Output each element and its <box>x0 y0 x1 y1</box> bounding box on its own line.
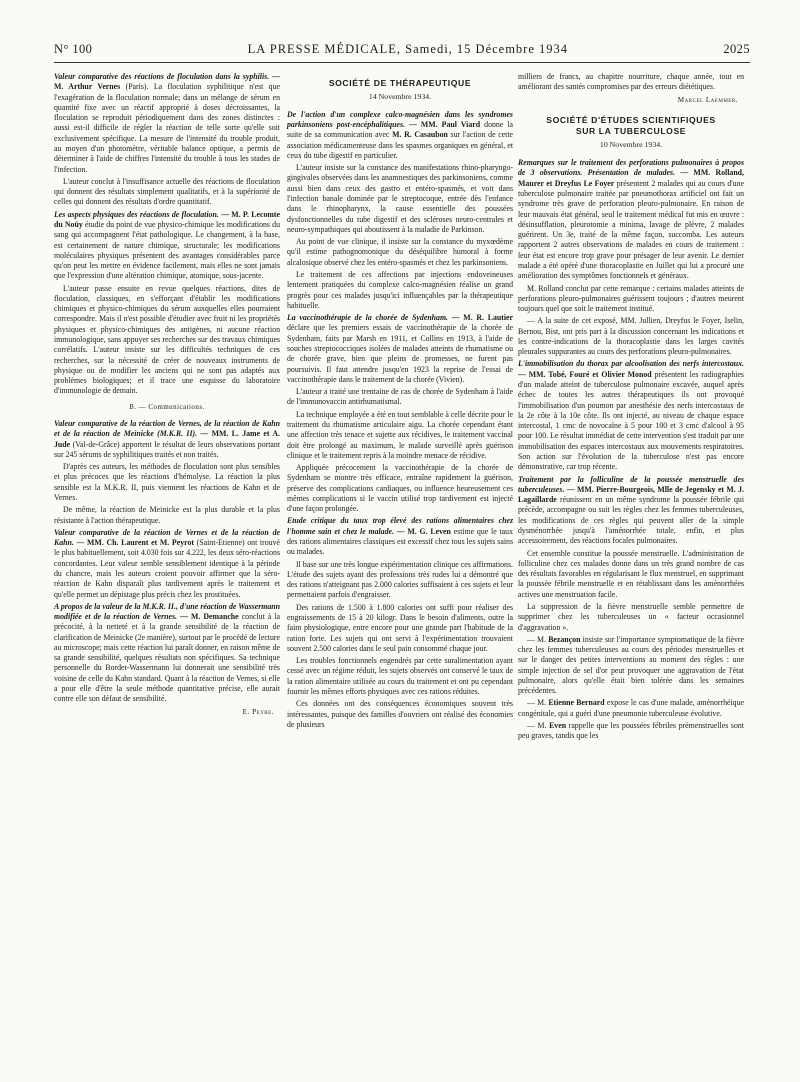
paragraph: L'auteur insiste sur la constance des manifestations rhino-pharyngo-gingivales observées dans les anamnestiques des parkinsoniens, comme aussi bien dans ceux des gastro et entéro-spasmés, et voit dans l'infection banale dominée par le streptocoque, entrée dès l'enfance dans le rhinopharynx, la cause essentielle des poussées dysfonctionnelles du tube digestif et des scléroses neuro-centrales et neuro-sympathiques qui aboutissent à la maladie de Parkinson. <box>287 163 513 234</box>
paragraph-bezancon <box>518 635 744 697</box>
article-mkr-wassermann <box>54 602 280 705</box>
article-title: Traitement par la folliculine de la poussée menstruelle des tuberculeuses. <box>518 474 744 494</box>
article-author: — M. R. Lautier <box>451 313 513 323</box>
column-right <box>518 72 744 744</box>
article-title: A propos de la valeur de la M.K.R. II., d'une réaction de Wassermann modifiée et de la réaction de Vernes. <box>54 601 280 622</box>
article-title: De l'action d'un complexe calco-magnésien dans les syndromes parkinsoniens post-encéphalitiques. <box>287 109 513 130</box>
article-title: Valeur comparative de la réaction de Vernes, de la réaction de Kahn et de la réaction de Meinicke (M.K.R. II). <box>54 419 280 439</box>
paragraph: L'auteur passe ensuite en revue quelques réactions, dites de floculation, classiques, en s'efforçant d'établir les modifications chimiques et physico-chimiques du sérum auxquelles elles pourraient correspondre. Mais il n'est possible d'étudier avec fruit ni les propriétés physiques et physico-chimiques des antigènes, ni aucune réaction immunologique, sans appuyer ses recherches sur des travaux chimiques corrélatifs. L'auteur insiste sur les difficultés techniques de ces recherches, sur la nécessité de créer de nouveaux instruments de physique ou de modifier les anciens qui ne sont pas adaptés aux problèmes biologiques; et il trace une esquisse du laboratoire d'immunologie de demain. <box>54 283 280 396</box>
speaker-name: Even <box>549 721 567 731</box>
article-author: — M. Arthur Vernes <box>54 72 280 92</box>
section-date: 14 Novembre 1934. <box>368 91 432 101</box>
article-text: étudie du point de vue physico-chimique les modifications du sang qui accompagnent l'état pathologique. Le changement, à la base, est certainement de nature chimique, structurale; les modifications moléculaires physiques présentent des avantages considérables parce qu'on peut les mettre en évidence facilement, mais elles ne sont jamais que l'expression d'une altération chimique, atomique, sous-jacente. <box>54 219 280 281</box>
section-title-line1: SOCIÉTÉ D'ÉTUDES SCIENTIFIQUES <box>546 114 716 125</box>
paragraph: La technique employée a été en tout semblable à celle décrite pour le traitement du rhumatisme articulaire aigu. La chorée cependant étant une affection très tenace et sujette aux récidives, le traitement vaccinal doit être prolongé au maximum, le malade surveillé après guérison clinique et le traitement repris à la moindre menace de récidive. <box>287 409 513 460</box>
article-text: estime que le taux des rations alimentaires classiques est excessif chez tous les sujets sains ou malades. <box>287 526 513 557</box>
article-title: La vaccinothérapie de la chorée de Sydenham. <box>287 313 449 323</box>
signature: E. Peyre. <box>242 707 274 716</box>
paragraph-continued: milliers de francs, au chapitre nourriture, chaque année, tout en améliorant des santés compromises par des erreurs diététiques. <box>518 72 744 92</box>
paragraph-text: expose le cas d'une malade, aménorrhéique congénitale, qui a guéri d'une pneumonie tuberculeuse évolutive. <box>518 698 744 718</box>
speaker-name: Etienne Bernard <box>548 698 605 708</box>
article-title: L'immobilisation du thorax par alcoolisation des nerfs intercostaux. <box>518 359 744 369</box>
dash-prefix: — M. <box>527 721 547 731</box>
article-text: conclut à la précocité, à la netteté et à la grande sensibilité de la réaction de clarification de Meinicke (2e manière), surtout par le procédé de lecture au microscope; mais cette réaction lui paraît donner, en raison même de sa grande sensibilité, quelques résultats non spécifiques. Sa technique personnelle du Bordet-Wassermann lui donnerait une sensibilité très voisine de celle du Kahn standard. Quant à la réaction de Vernes, si elle a pour elle d'être la seule méthode quantitative précise, elle aurait contre elle son défaut de sensibilité. <box>54 612 280 704</box>
article-calco-magnesien <box>287 110 513 161</box>
column-left <box>54 72 280 721</box>
section-title-line2: SUR LA TUBERCULOSE <box>575 126 687 137</box>
speaker-name: Bezançon <box>548 634 581 644</box>
paragraph-even <box>518 721 744 742</box>
paragraph: L'auteur a traité une trentaine de cas de chorée de Sydenham à l'aide de l'immunovaccin antirhumatismal. <box>287 387 513 407</box>
article-aspects-physiques <box>54 210 280 282</box>
article-author: — MM. L. Jame et A. Jude <box>54 429 280 449</box>
article-text: (Saint-Etienne) ont trouvé le plus habituellement, soit 4.030 fois sur 4.222, les deux séro-réactions concordantes. Leur valeur semble sensiblement identique à la période du chancre, mais les auteurs croient pouvoir affirmer que la séro-réaction de Kahn disparaît plus tardivement après le traitement et qu'elle permet un dépistage plus précis chez les prostituées. <box>54 538 280 599</box>
header-rule <box>54 62 750 63</box>
article-text: sur l'action de cette association médicamenteuse dans les spasmes organiques en général, et ceux du tube digestif en particulier. <box>287 130 513 160</box>
article-author: — MM. Rolland, Maurer et Dreyfus Le Foyer <box>518 168 744 188</box>
article-author: — M. P. Lecomte du Noüy <box>54 209 280 229</box>
article-title: Valeur comparative des réactions de floculation dans la syphilis. <box>54 72 270 81</box>
article-title: Les aspects physiques des réactions de floculation. <box>54 209 219 219</box>
page-header <box>54 42 750 57</box>
paragraph: Au point de vue clinique, il insiste sur la constance du myxœdème qu'il estime pathognomonique du déséquilibre humoral à forme alcalosique observé chez les entéro-spasmés et chez les parkinsoniens. <box>287 237 513 267</box>
article-folliculine <box>518 475 744 547</box>
paragraph: De même, la réaction de Meinicke est la plus durable et la plus résistante à l'action thérapeutique. <box>54 505 280 525</box>
page-number: 2025 <box>723 42 750 56</box>
article-author: — M. Demanche <box>180 612 239 622</box>
paragraph: D'après ces auteurs, les méthodes de floculation sont plus sensibles et plus précoces que les réactions d'hémolyse. La réaction la plus sensible est la M.K.R. II, puis viennent les réactions de Kahn et de Vernes. <box>54 462 280 502</box>
article-author: — MM. Tobé, Fouré et Olivier Monod <box>518 369 652 379</box>
article-author: — M. G. Leven <box>396 526 451 536</box>
section-title <box>518 115 744 138</box>
article-text: présentent les radiographies d'un malade atteint de tuberculose pulmonaire excavée, auquel après échec de toutes les autres thérapeutiques ils ont provoqué l'immobilisation d'un poumon par anesthésie des nerfs intercostaux de la 2e côte à la 10e côte. Ils ont injecté, au niveau de chaque espace intercostal, 1 cmc de novocaïne à 5 pour 100 et 3 cmc d'alcool à 95 pour 100. Le résultat immédiat de cette intervention s'est traduit par une immobilisation des espaces intercostaux aux mouvements respiratoires. Son action sur l'évolution de la tuberculose n'est pas encore démonstrative, car trop récente. <box>518 369 744 472</box>
article-vaccinotherapie <box>287 313 513 385</box>
article-vernes-kahn <box>54 528 280 600</box>
article-coauthor: M. R. Casaubon <box>392 130 448 140</box>
article-perforations <box>518 158 744 281</box>
article-immobilisation-thorax <box>518 359 744 472</box>
article-text: déclare que les premiers essais de vaccinothérapie de la chorée de Sydenham, faits par Marsh en 1911, et Collins en 1913, à l'aide de souches streptococciques isolées de malades atteints de rhumatisme ou de chorée grave, bien que pleins de promesses, ne furent pas poursuivis. Il faut attendre jusqu'en 1923 la reprise de l'essai de vaccinothérapie dans le traitement de la chorée (Vivien). <box>287 323 513 384</box>
paragraph: Le traitement de ces affections par injections endoveineuses lentement pratiquées du complexe calco-magnésien réalise un grand progrès pour ces malades jusqu'ici influençables par la thérapeutique habituelle. <box>287 270 513 310</box>
article-author: — MM. Ch. Laurent et M. Peyrot <box>76 538 194 548</box>
article-text: donne la suite de sa communication avec <box>287 120 514 140</box>
column-middle <box>287 68 513 732</box>
signature: Marcel Laemmer. <box>677 95 738 104</box>
article-title: Etude critique du taux trop élevé des rations alimentaires chez l'homme sain et chez le malade. <box>287 516 513 536</box>
paragraph: M. Rolland conclut par cette remarque : certains malades atteints de perforations pleuro-pulmonaires guérissent toujours ; d'autres meurent toujours quel que soit le traitement institué. <box>518 283 744 314</box>
paragraph: Cet ensemble constitue la poussée menstruelle. L'administration de folliculine chez ces malades donne dans un très grand nombre de cas des résultats favorables en régularisant le flux menstruel, en supprimant la poussée fébrile menstruelle et en rétablissant dans les aménorrhées actives une menstruation facile. <box>518 548 744 599</box>
article-floculation <box>54 72 280 175</box>
dash-prefix: — M. <box>527 698 547 708</box>
paragraph-text: insiste sur l'importance symptomatique de la fièvre chez les femmes tuberculeuses au cours des périodes menstruelles et sur le danger des petites interventions au moment des règles : une simple injection de sel d'or peut provoquer une aggravation de l'état pulmonaire, alors qu'elle était bien tolérée dans les semaines précédentes. <box>518 634 745 696</box>
paragraph-text: rappelle que les poussées fébriles prémenstruelles sont peu graves, tandis que les <box>518 721 744 741</box>
paragraph: La suppression de la fièvre menstruelle semble permettre de supprimer chez les tuberculeuses un « facteur occasionnel d'aggravation ». <box>518 601 744 632</box>
article-rations-alimentaires <box>287 516 513 557</box>
dash-prefix: — M. <box>527 634 546 644</box>
paragraph: Les troubles fonctionnels engendrés par cette suralimentation ayant cessé avec un régime réduit, les sujets observés ont conservé le taux de la ration alimentaire utilisée au cours du traitement et ont pu cependant fournir les mêmes efforts physiques avec ces rations réduites. <box>287 656 513 696</box>
paragraph: Il base sur une très longue expérimentation clinique ces affirmations. L'étude des sujets ayant des professions très rudes lui a démontré que des rations n'atteignant pas 2.000 calories suffisaient à ces sujets et leur permettaient parfois d'engraisser. <box>287 559 513 600</box>
paragraph: Appliquée précocement la vaccinothérapie de la chorée de Sydenham se montre très efficace, entraîne rapidement la guérison, préserve des complications cardiaques, ou influence heureusement ces mêmes complications si le vaccin utilisé trop tardivement est injecté d'une façon prolongée. <box>287 463 513 514</box>
paragraph: L'auteur conclut à l'insuffisance actuelle des réactions de floculation qui donnent des résultats simplement qualitatifs, et à la supériorité de celles qui donnent des résultats d'ordre quantitatif. <box>54 176 280 207</box>
paragraph: Des rations de 1.500 à 1.800 calories ont suffi pour réaliser des engraissements de 15 à 20 kilogr. Dans le besoin d'aliments, outre la faim physiologique, entre encore pour une grande part l'habitude de la ration forte. Les sujets qui ont servi à l'expérimentation trouvaient souvent 2.500 calories dans le seul pain consommé chaque jour. <box>287 602 513 653</box>
subsection-heading: B. — Communications. <box>129 403 205 411</box>
article-text: (Paris). La floculation syphilitique n'est que l'exagération de la floculation normale; dans un mélange de sérum en quantité fixe avec un réactif approprié à doses décroissantes, la floculation se reproduit périodiquement dans des zones distinctes : aussi est-il difficile de régler la réaction de telle sorte qu'elle soit exclusivement spécifique. La mesure de l'intensité du trouble produit, au moyen d'un photomètre, véritable balance optique, a permis de déterminer à l'aide de chiffres l'intensité du trouble à tous les stades de l'infection. <box>54 82 281 174</box>
section-date: 10 Novembre 1934. <box>599 139 663 149</box>
article-author: — MM. Pierre-Bourgeois, Mlle de Jegensky et M. J. Lagaillarde <box>518 484 744 505</box>
paragraph: Ces données ont des conséquences économiques souvent très intéressantes, puisque des familles d'ouvriers ont réalisé des économies de plusieurs <box>287 699 513 729</box>
paragraph-bernard <box>518 698 744 719</box>
article-vernes-kahn-meinicke <box>54 419 280 460</box>
section-title: SOCIÉTÉ DE THÉRAPEUTIQUE <box>328 78 472 88</box>
article-text: réunissent en un même syndrome la poussée fébrile qui précède, accompagne ou suit les règles chez les femmes tuberculeuses, les modifications de ces règles qui peuvent aller de la simple dysménorrhée jusqu'à l'aménorrhée totale, enfin, et plus accessoirement, des réactions focales pulmonaires. <box>518 495 744 546</box>
article-text: présentent 2 malades qui au cours d'une tuberculose pulmonaire traitée par pneumothorax artificiel ont fait un syndrome très grave de perforation pleuro-pulmonaire. En raison de leur mauvais état général, seul le traitement médical fut mis en œuvre : désinsufflation, pleurotomie a minima, lavage de plèvre, 2 malades guérirent. Un 3e, traité de la même façon, succomba. Les auteurs rapportent 2 autres observations de malades en cours de traitement : leur état est encore trop grave pour présager de leur avenir. Le dernier malade a été opéré d'une thoracoplastie en Juillet qui lui a procuré une amélioration des symptômes fonctionnels et généraux. <box>518 178 744 281</box>
article-title: Remarques sur le traitement des perforations pulmonaires à propos de 3 observations. Présentation de malades. <box>518 158 744 178</box>
article-text: (Val-de-Grâce) apportent le résultat de leurs observations portant sur 245 sérums de syphilitiques traités et non traités. <box>54 439 280 459</box>
paragraph: — A la suite de cet exposé, MM. Jullien, Dreyfus le Foyer, Iselin, Bernou, Bist, ont pris part à la discussion concernant les indications et les contre-indications de la thoracoplastie dans les larges cavités pleurales suppurantes au cours des perforations pleuro-pulmonaires. <box>518 316 744 357</box>
journal-title: LA PRESSE MÉDICALE, Samedi, 15 Décembre 1934 <box>247 42 569 56</box>
article-author: — MM. Paul Viard <box>409 120 481 130</box>
issue-number: N° 100 <box>54 42 93 56</box>
article-title: Valeur comparative de la réaction de Vernes et de la réaction de Kahn. <box>54 527 280 548</box>
